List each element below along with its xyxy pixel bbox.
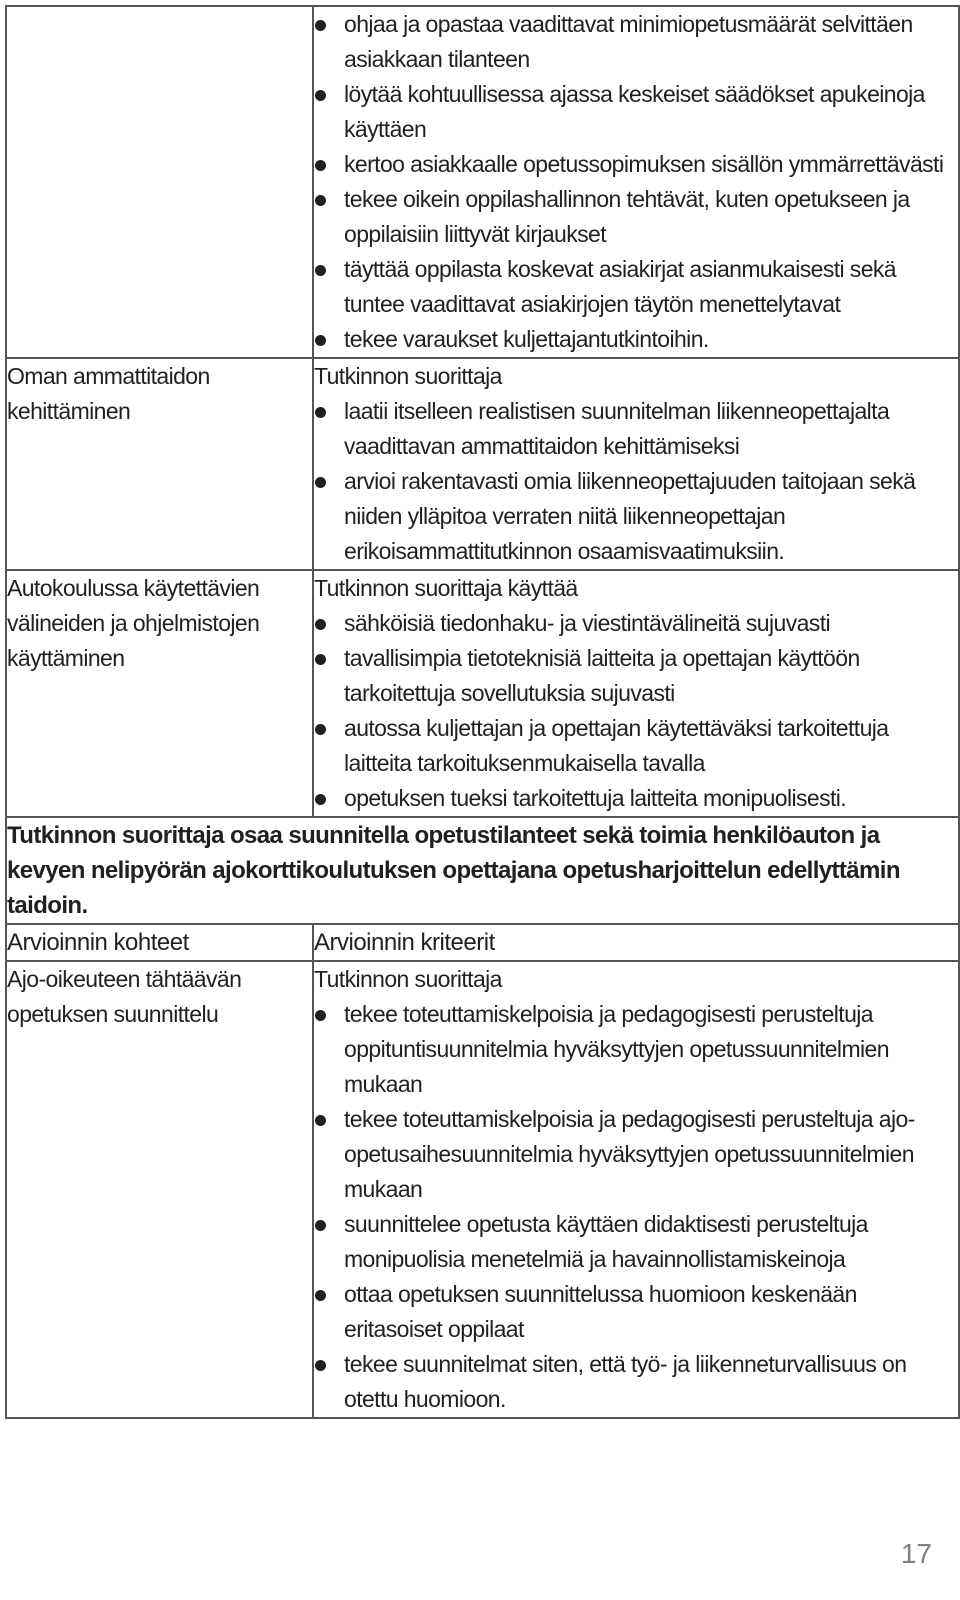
criteria-table [5, 5, 960, 1419]
section-heading: Tutkinnon suorittaja osaa suunnitella opetustilanteet sekä toimia henkilöauton ja kevyen nelipyörän ajokorttikoulutuksen opettajana opetusharjoittelun edellyttämin taidoin. [6, 817, 959, 924]
list-item: ohjaa ja opastaa vaadittavat minimiopetusmäärät selvittäen asiakkaan tilanteen [314, 7, 958, 77]
list-item: tekee toteuttamiskelpoisia ja pedagogisesti perusteltuja oppituntisuunnitelmia hyväksyttyjen opetussuunnitelmien mukaan [314, 997, 958, 1102]
criteria-list [314, 997, 958, 1417]
column-header-targets: Arvioinnin kohteet [6, 924, 313, 961]
assessment-criteria-cell [313, 570, 959, 817]
criteria-lead: Tutkinnon suorittaja [314, 966, 502, 992]
list-item: suunnittelee opetusta käyttäen didaktisesti perusteltuja monipuolisia menetelmiä ja havainnollistamiskeinoja [314, 1207, 958, 1277]
list-item: löytää kohtuullisessa ajassa keskeiset säädökset apukeinoja käyttäen [314, 77, 958, 147]
criteria-list [314, 606, 958, 816]
list-item: kertoo asiakkaalle opetussopimuksen sisällön ymmärrettävästi [314, 147, 958, 182]
assessment-criteria-cell [313, 6, 959, 358]
assessment-criteria-cell [313, 961, 959, 1418]
column-header-criteria: Arvioinnin kriteerit [313, 924, 959, 961]
table-row [6, 6, 959, 358]
column-header-row [6, 924, 959, 961]
list-item: tekee toteuttamiskelpoisia ja pedagogisesti perusteltuja ajo-opetusaihesuunnitelmia hyväksyttyjen opetussuunnitelmien mukaan [314, 1102, 958, 1207]
assessment-target-label: Autokoulussa käytettävien välineiden ja ohjelmistojen käyttäminen [7, 575, 260, 671]
table-row [6, 961, 959, 1418]
list-item: täyttää oppilasta koskevat asiakirjat asianmukaisesti sekä tuntee vaadittavat asiakirjojen täytön menettelytavat [314, 252, 958, 322]
criteria-lead: Tutkinnon suorittaja [314, 363, 502, 389]
list-item: tekee suunnitelmat siten, että työ- ja liikenneturvallisuus on otettu huomioon. [314, 1347, 958, 1417]
assessment-criteria-cell [313, 358, 959, 570]
assessment-target-cell [6, 6, 313, 358]
criteria-list [314, 394, 958, 569]
criteria-lead: Tutkinnon suorittaja käyttää [314, 575, 578, 601]
list-item: laatii itselleen realistisen suunnitelman liikenneopettajalta vaadittavan ammattitaidon kehittämiseksi [314, 394, 958, 464]
list-item: sähköisiä tiedonhaku- ja viestintävälineitä sujuvasti [314, 606, 958, 641]
list-item: arvioi rakentavasti omia liikenneopettajuuden taitojaan sekä niiden ylläpitoa verraten niitä liikenneopettajan erikoisammattitutkinnon osaamisvaatimuksiin. [314, 464, 958, 569]
assessment-target-cell [6, 570, 313, 817]
list-item: tekee varaukset kuljettajantutkintoihin. [314, 322, 958, 357]
table-row [6, 570, 959, 817]
section-heading-row [6, 817, 959, 924]
assessment-target-label: Oman ammattitaidon kehittäminen [7, 363, 210, 424]
page-number: 17 [900, 1538, 932, 1569]
assessment-target-label: Ajo-oikeuteen tähtäävän opetuksen suunnittelu [7, 966, 242, 1027]
list-item: opetuksen tueksi tarkoitettuja laitteita monipuolisesti. [314, 781, 958, 816]
list-item: tekee oikein oppilashallinnon tehtävät, kuten opetukseen ja oppilaisiin liittyvät kirjaukset [314, 182, 958, 252]
list-item: autossa kuljettajan ja opettajan käytettäväksi tarkoitettuja laitteita tarkoituksenmukaisella tavalla [314, 711, 958, 781]
table-row [6, 358, 959, 570]
assessment-target-cell [6, 358, 313, 570]
assessment-target-cell [6, 961, 313, 1418]
list-item: ottaa opetuksen suunnittelussa huomioon keskenään eritasoiset oppilaat [314, 1277, 958, 1347]
criteria-list [314, 7, 958, 357]
list-item: tavallisimpia tietoteknisiä laitteita ja opettajan käyttöön tarkoitettuja sovellutuksia sujuvasti [314, 641, 958, 711]
